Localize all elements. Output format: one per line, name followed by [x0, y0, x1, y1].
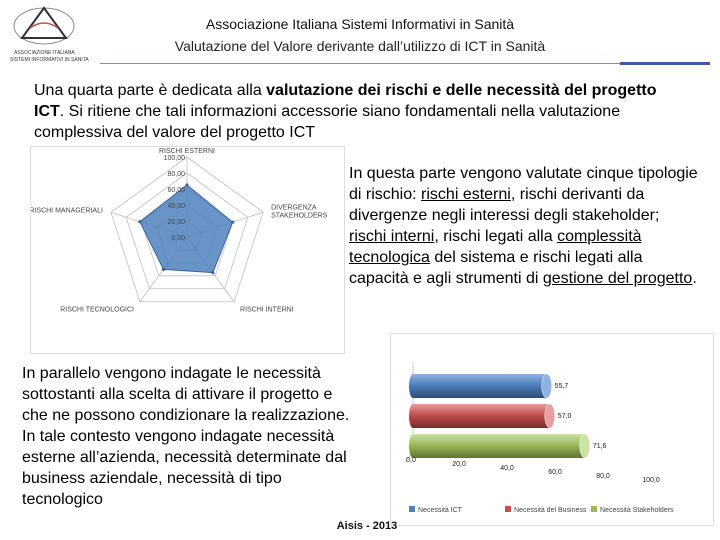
radar-point [231, 221, 234, 224]
header-divider [100, 63, 620, 64]
intro-paragraph [34, 80, 684, 143]
legend-label: Necessità ICT [418, 507, 462, 514]
bar-x-tick-label: 60,0 [548, 469, 562, 476]
radar-chart [30, 146, 345, 354]
bar-cylinder-cap [580, 434, 590, 458]
risk-text-part: , rischi derivanti da divergenze negli interessi degli stakeholder; [349, 186, 660, 224]
intro-text-start: Una quarta parte è dedicata alla [34, 82, 267, 99]
risk-internal-link: rischi interni [349, 228, 435, 245]
bar-cylinder-base [409, 434, 417, 458]
risk-text-part: In questa parte vengono valutate cinque tipologie di rischio: [349, 165, 698, 203]
intro-text-bold: valutazione dei rischi e delle necessità del progetto ICT [34, 82, 657, 120]
legend-swatch [409, 506, 415, 512]
bar-x-tick-label: 40,0 [500, 465, 514, 472]
radar-tick-label: 40,00 [167, 203, 185, 210]
risk-management-link: gestione del progetto [542, 270, 693, 287]
radar-category-label: RISCHI INTERNI [240, 306, 294, 314]
footer-label: Aisis - 2013 [336, 520, 398, 532]
radar-point [211, 271, 214, 274]
bar-cylinder [413, 434, 585, 458]
radar-tick-label: 20,00 [167, 219, 185, 226]
bar-x-tick-label: 80,0 [596, 473, 610, 480]
risk-text-part: , rischi legati alla [434, 228, 558, 245]
header-accent-bar [620, 62, 710, 65]
radar-point [185, 183, 188, 186]
needs-bar-chart [390, 333, 714, 526]
bar-x-tick-label: 0,0 [406, 457, 416, 464]
bar-x-tick-label: 20,0 [452, 461, 466, 468]
aisis-logo [8, 4, 100, 66]
radar-point [138, 220, 141, 223]
radar-tick-label: 80,00 [167, 171, 185, 178]
bar-x-tick-label: 100,0 [642, 477, 660, 484]
risk-description [349, 163, 701, 289]
header-title: Associazione Italiana Sistemi Informativi in Sanità [205, 16, 515, 32]
risk-text-part: . [692, 270, 697, 287]
bar-value-label: 55,7 [554, 383, 569, 390]
needs-paragraph: In parallelo vengono indagate le necessità sottostanti alla scelta di attivare il progetto e che ne possono condizionare la realizzazione. In tale contesto vengono indagate necessità esterne all’azienda, necessità determinate dal business aziendale, necessità di tipo tecnologico [22, 365, 350, 508]
legend-label: Necessità del Business [514, 507, 587, 514]
legend-swatch [591, 506, 597, 512]
bar-cylinder-cap [545, 404, 555, 428]
radar-tick-label: 60,00 [167, 187, 185, 194]
radar-point [162, 268, 165, 271]
bar-value-label: 57,0 [557, 413, 572, 420]
bar-cylinder [413, 374, 547, 398]
risk-text-part: del sistema e rischi legati alla capacità e agli strumenti di [349, 249, 643, 287]
radar-category-label: RISCHI TECNOLOGICI [60, 306, 134, 314]
bar-cylinder-cap [542, 374, 552, 398]
bar-cylinder-base [409, 374, 417, 398]
bar-cylinder [413, 404, 550, 428]
risk-external-link: rischi esterni [421, 186, 511, 203]
radar-tick-label: 0,00 [171, 235, 185, 242]
radar-category-label: RISCHI ESTERNI [158, 148, 216, 155]
radar-category-label: RISCHI MANAGERIALI [31, 207, 103, 215]
bar-cylinder-base [409, 404, 417, 428]
risk-technology-link: complessità tecnologica [349, 228, 642, 266]
intro-text-end: . Si ritiene che tali informazioni accessorie siano fondamentali nella valutazione complessiva del valore del progetto ICT [34, 103, 621, 141]
legend-label: Necessità Stakeholders [600, 507, 674, 514]
bar-value-label: 71,6 [592, 443, 607, 450]
radar-category-label: STAKEHOLDERS [271, 212, 328, 220]
legend-swatch [505, 506, 511, 512]
logo-text-line1: ASSOCIAZIONE ITALIANA [14, 50, 75, 56]
header-subtitle: Valutazione del Valore derivante dall’utilizzo di ICT in Sanità [174, 38, 546, 54]
radar-tick-label: 100,00 [163, 155, 185, 162]
logo-text-line2: SISTEMI INFORMATIVI IN SANITA [10, 57, 89, 63]
radar-category-label: DIVERGENZA [271, 204, 317, 212]
